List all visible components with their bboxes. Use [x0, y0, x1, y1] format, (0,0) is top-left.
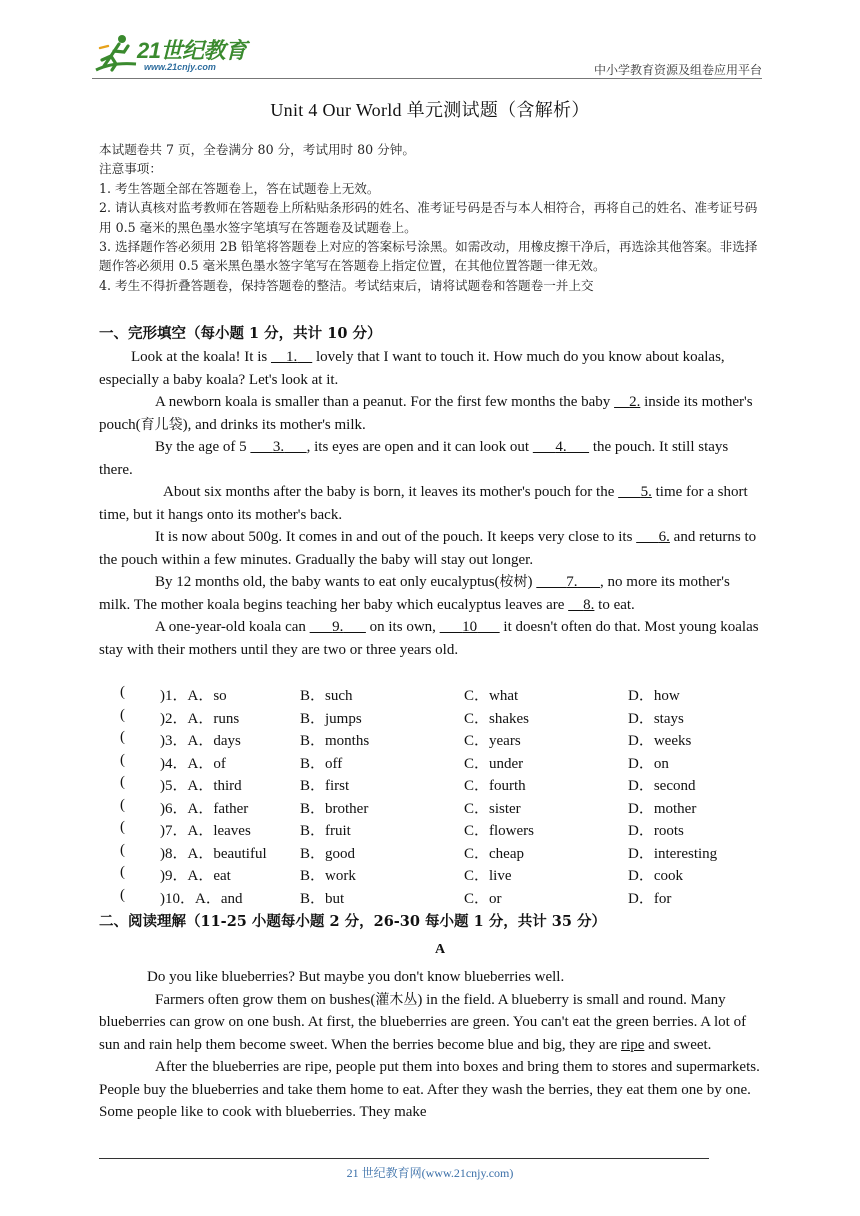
passage-paragraph: A one-year-old koala can 9. on its own, 10 it doesn't often do that. Most young koalas stay with their mothers until they are two or three years old.: [99, 619, 759, 658]
cloze-options: [120, 684, 760, 909]
option-row: ( )5．A．third B．first C．fourth D．second: [120, 774, 696, 794]
note-line: 4. 考生不得折叠答题卷，保持答题卷的整洁。考试结束后，请将试题卷和答题卷一并上交: [99, 277, 594, 293]
passage-label: A: [434, 942, 446, 957]
exam-notes: [99, 140, 761, 295]
note-line: 1. 考生答题全部在答题卷上，答在试题卷上无效。: [99, 180, 380, 196]
header-divider: [92, 78, 762, 79]
passage-paragraph: By 12 months old, the baby wants to eat only eucalyptus(桉树) 7. , no more its mother's milk. The mother koala begins teaching her baby which eucalyptus leaves are 8. to eat.: [99, 574, 730, 613]
option-row: ( )8．A．beautiful B．good C．cheap D．interesting: [120, 841, 718, 862]
passage-paragraph: Farmers often grow them on bushes(灌木丛) in the field. A blueberry is small and round. Many blueberries can grow on one bush. At first, the blueberries are green. You can't eat the green berries. A lot of sun and rain help them become sweet. When the berries become blue and big, they are ripe and sweet.: [99, 991, 747, 1053]
option-row: ( )6．A．father B．brother C．sister D．mother: [120, 796, 697, 817]
passage-paragraph: It is now about 500g. It comes in and out of the pouch. It keeps very close to its 6. and returns to the pouch within a few minutes. Gradually the baby will stay out longer.: [99, 529, 757, 568]
passage-paragraph: About six months after the baby is born, it leaves its mother's pouch for the 5. time for a short time, but it hangs onto its mother's back.: [99, 484, 748, 523]
logo-text: 21世纪教育: [137, 38, 247, 63]
blank-6: 6.: [658, 529, 670, 545]
option-row: ( )4．A．of B．off C．under D．on: [120, 751, 669, 772]
runner-logo-icon: [92, 32, 140, 76]
blank-4: 4.: [555, 439, 567, 455]
option-row: ( )3．A．days B．months C．years D．weeks: [120, 729, 692, 749]
blank-8: 8.: [583, 596, 595, 613]
reading-passage-a: [99, 966, 761, 1124]
passage-paragraph: Look at the koala! It is 1. lovely that I want to touch it. How much do you know about koalas, especially a baby koala? Let's look at it.: [99, 349, 725, 388]
blank-3: 3.: [272, 439, 285, 455]
underlined-word: ripe: [621, 1036, 645, 1053]
cloze-passage: [99, 346, 761, 661]
passage-paragraph: Do you like blueberries? But maybe you don't know blueberries well.: [147, 969, 565, 985]
note-line: 3. 选择题作答必须用 2B 铅笔将答题卷上对应的答案标号涂黑。如需改动，用橡皮擦干净后，再选涂其他答案。非选择题作答必须用 0.5 毫米黑色墨水签字笔写在答题卷上指定位置，在其他位置答题一律无效。: [99, 239, 758, 274]
note-line: 2. 请认真核对监考教师在答题卷上所粘贴条形码的姓名、准考证号码是否与本人相符合，再将自己的姓名、准考证号码用 0.5 毫米的黑色墨水签字笔填写在答题卷及试题卷上。: [99, 200, 758, 235]
section-heading-reading: 二、阅读理解（11-25 小题每小题 2 分，26-30 每小题 1 分，共计 35 分）: [99, 913, 606, 930]
note-line: 本试题卷共 7 页，全卷满分 80 分，考试用时 80 分钟。: [99, 142, 415, 157]
note-line: 注意事项：: [99, 161, 162, 177]
passage-paragraph: A newborn koala is smaller than a peanut. For the first few months the baby 2. inside its mother's pouch(育儿袋), and drinks its mother's milk.: [99, 394, 753, 433]
option-row: ( )1．A．so B．such C．what D．how: [120, 684, 680, 704]
blank-7: 7.: [566, 574, 578, 590]
option-row: ( )9．A．eat B．work C．live D．cook: [120, 864, 683, 884]
platform-name: 中小学教育资源及组卷应用平台: [593, 63, 762, 77]
footer-divider: [99, 1158, 709, 1159]
option-row: ( )2．A．runs B．jumps C．shakes D．stays: [120, 706, 684, 727]
blank-1: 1.: [285, 349, 298, 365]
page-header: [92, 30, 762, 78]
page-title: Unit 4 Our World 单元测试题（含解析）: [270, 100, 590, 120]
blank-2: 2.: [629, 394, 641, 410]
logo-url: www.21cnjy.com: [144, 62, 216, 72]
blank-5: 5.: [640, 484, 652, 500]
site-logo: [92, 30, 262, 78]
page-footer: 21 世纪教育网(www.21cnjy.com): [346, 1166, 514, 1180]
option-row: ( )7．A．leaves B．fruit C．flowers D．roots: [120, 819, 684, 839]
passage-paragraph: After the blueberries are ripe, people put them into boxes and bring them to stores and supermarkets. People buy the blueberries and take them home to eat. After they wash the berries, they eat them one by one. Some people like to cook with blueberries. They make: [99, 1059, 760, 1120]
blank-9: 9.: [332, 619, 344, 635]
option-row: ( )10．A．and B．but C．or D．for: [120, 886, 672, 907]
passage-paragraph: By the age of 5 3. , its eyes are open and it can look out 4. the pouch. It still stays there.: [99, 439, 729, 478]
section-heading-cloze: 一、完形填空（每小题 1 分，共计 10 分）: [99, 325, 382, 342]
blank-10: 10: [462, 619, 478, 635]
